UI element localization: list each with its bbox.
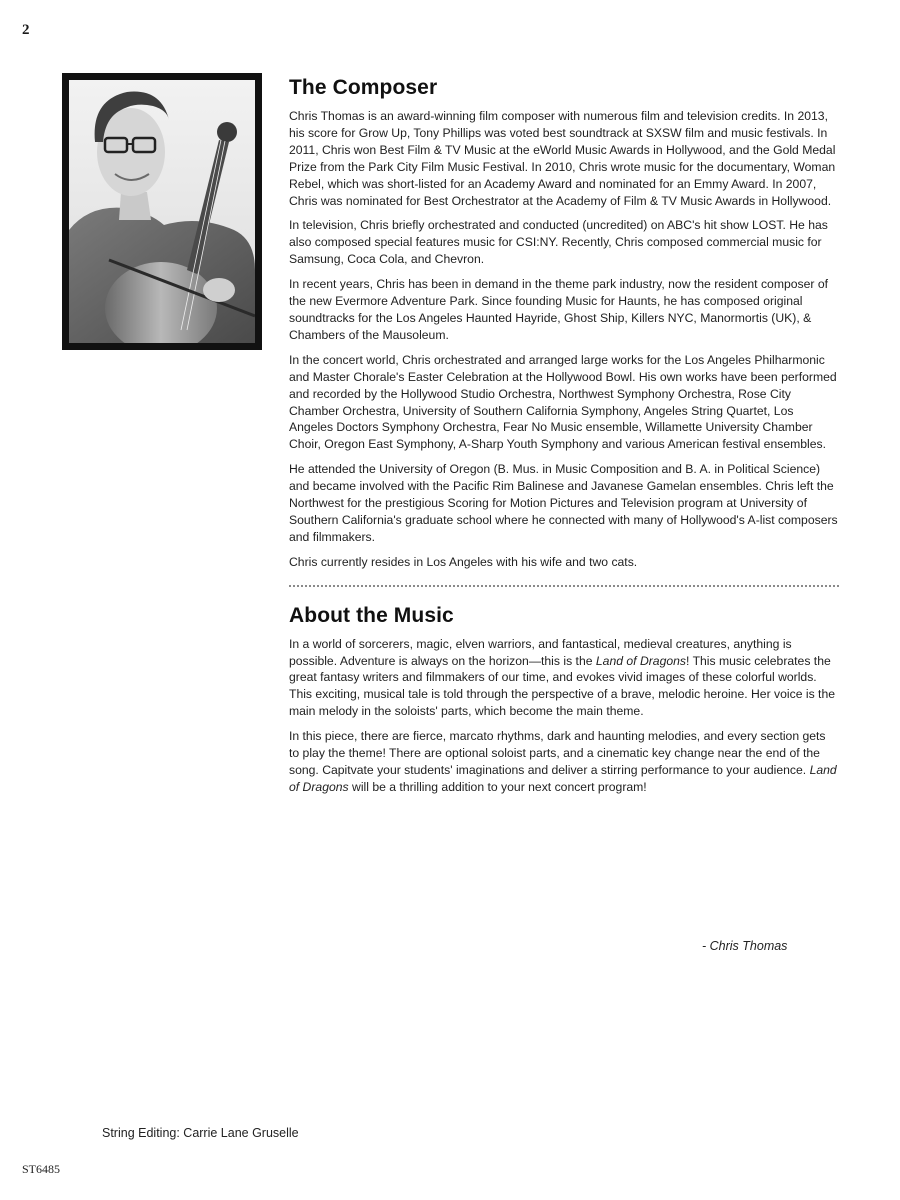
composer-paragraph-2: In television, Chris briefly orchestrated and conducted (uncredited) on ABC's hit show LOST. He has also composed special features music for CSI:NY. Recently, Chris composed commercial music for Samsung, Coca Cola, and Chevron. — [289, 218, 828, 267]
catalog-code: ST6485 — [22, 1162, 61, 1176]
section-divider — [289, 585, 839, 587]
music-paragraph-2-text-b: will be a thrilling addition to your next concert program! — [348, 779, 647, 794]
music-paragraph-1 — [289, 636, 839, 721]
composer-photo — [62, 73, 262, 350]
composer-paragraph-5: He attended the University of Oregon (B. Mus. in Music Composition and B. A. in Political Science) and became involved with the Pacific Rim Balinese and Javanese Gamelan ensembles. Chris left the Northwest for the prestigious Scoring for Motion Pictures and Television program at University of Southern California's graduate school where he connected with many of Hollywood's A-list composers and filmmakers. — [289, 462, 838, 544]
music-title-italic: Land of Dragons — [595, 653, 687, 668]
composer-paragraph-4: In the concert world, Chris orchestrated and arranged large works for the Los Angeles Philharmonic and Master Chorale's Easter Celebration at the Hollywood Bowl. His own works have been performed and recorded by the Hollywood Studio Orchestra, Northwest Symphony Orchestra, Rose City Chamber Orchestra, University of Southern California Symphony, Angeles String Quartet, Los Angeles Doctors Symphony Orchestra, Fear No Music ensemble, Willamette University Chamber Choir, Oregon East Symphony, A-Sharp Youth Symphony and various American festival ensembles. — [289, 352, 837, 452]
music-heading: About the Music — [289, 603, 454, 627]
music-paragraph-2-text-a: In this piece, there are fierce, marcato rhythms, dark and haunting melodies, and every section gets to play the theme! There are optional soloist parts, and a cinematic key change near the end of the song. Capitvate your students' imaginations and deliver a stirring performance to your audience. — [289, 729, 826, 777]
composer-paragraph-3: In recent years, Chris has been in demand in the theme park industry, now the resident composer of the new Evermore Adventure Park. Since founding Music for Haunts, he has composed original soundtracks for the Los Angeles Haunted Hayride, Ghost Ship, Killers NYC, Manormortis (UK), & Chambers of the Mausoleum. — [289, 277, 829, 342]
page-number: 2 — [22, 22, 30, 38]
music-paragraph-1-text-b: ! This music celebrates the great fantasy writers and filmmakers of our time, and evokes vivid images of these colorful worlds. This exciting, musical tale is told through the perspective of a brave, melodic heroine. Her voice is the main melody in the soloists' parts, which become the main theme. — [289, 653, 835, 719]
signature: - Chris Thomas — [702, 939, 788, 953]
composer-portrait-image — [69, 80, 255, 343]
string-editing-credit: String Editing: Carrie Lane Gruselle — [102, 1126, 299, 1140]
composer-paragraph-1: Chris Thomas is an award-winning film composer with numerous film and television credits. In 2013, his score for Grow Up, Tony Phillips was voted best soundtrack at SXSW film and music festivals. In 2011, Chris won Best Film & TV Music at the eWorld Music Awards in Hollywood, and the Gold Medal Prize from the Park City Film Music Festival. In 2010, Chris wrote music for the documentary, Woman Rebel, which was short-listed for an Academy Award and nominated for an Emmy Award. In 2007, Chris was nominated for Best Orchestrator at the Academy of Film & TV Music Awards in Hollywood. — [289, 109, 836, 208]
music-title-italic: Land of Dragons — [289, 763, 837, 794]
composer-heading: The Composer — [289, 76, 438, 99]
music-paragraph-2 — [289, 728, 839, 796]
music-paragraph-1-text-a: In a world of sorcerers, magic, elven warriors, and fantastical, medieval creatures, anything is possible. Adventure is always on the horizon—this is the — [289, 636, 792, 668]
composer-paragraph-6: Chris currently resides in Los Angeles with his wife and two cats. — [289, 554, 638, 569]
main-content — [289, 76, 839, 804]
